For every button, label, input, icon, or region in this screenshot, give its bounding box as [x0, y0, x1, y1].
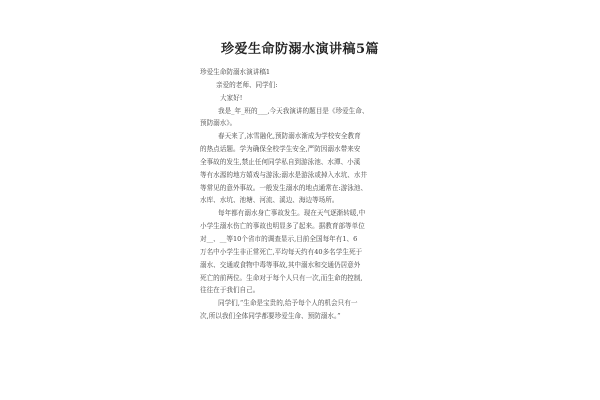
document-title: 珍爱生命防溺水演讲稿5篇 [220, 42, 380, 57]
paragraph-line: 等有水源的地方嬉戏与游泳;溺水是游泳或掉入水坑、水井 [200, 170, 368, 179]
paragraph [200, 105, 405, 131]
paragraph-line: 次,所以我们全体同学都要珍爱生命、预防溺水。” [200, 312, 341, 321]
paragraph-line: 水库、水坑、池塘、河流、溪边、海边等场所。 [200, 196, 339, 205]
paragraph-line: 全事故的发生,禁止任何同学私自到游泳池、水潭、小溪 [200, 157, 361, 166]
paragraph [200, 207, 405, 297]
paragraph [200, 297, 405, 323]
paragraph-line: 同学们,“生命是宝贵的,给予每个人的机会只有一 [218, 299, 358, 308]
paragraph [200, 130, 405, 207]
section-heading: 珍爱生命防溺水演讲稿1 [200, 68, 271, 76]
paragraph-line: 往往在于我们自己。 [200, 286, 260, 295]
greeting: 大家好! [220, 93, 243, 102]
paragraph-line: 春天来了,冰雪融化,预防溺水渐成为学校安全教育 [218, 132, 361, 141]
salutation: 亲爱的老师、同学们: [216, 80, 278, 89]
paragraph-line: 万名中小学生非正常死亡,平均每天约有40多名学生死于 [200, 247, 363, 256]
paragraph-line: 对__、__等10个省市的调查显示,目前全国每年有1、6 [200, 234, 358, 243]
document-body [200, 66, 405, 323]
paragraph-line: 溺水、交通或食物中毒等事故,其中溺水和交通仍居意外 [200, 260, 361, 269]
paragraph-line: 等常见的意外事故。一般发生溺水的地点通常在:游泳池、 [200, 183, 368, 192]
paragraph-line: 我是_年_班的___,今天我演讲的题目是《珍爱生命、 [218, 106, 369, 115]
paragraph-line: 的热点话题。学为确保全校学生安全,严防因溺水带来安 [200, 145, 361, 154]
paragraph-line: 死亡的前两位。生命对于每个人只有一次,而生命的控制, [200, 273, 363, 282]
paragraph-line: 预防溺水》。 [200, 119, 237, 128]
paragraph-line: 小学生溺水伤亡的事故也明显多了起来。据教育部等单位 [200, 222, 365, 231]
paragraph-line: 每年都有溺水身亡事故发生。现在天气逐渐转暖,中 [218, 209, 366, 218]
